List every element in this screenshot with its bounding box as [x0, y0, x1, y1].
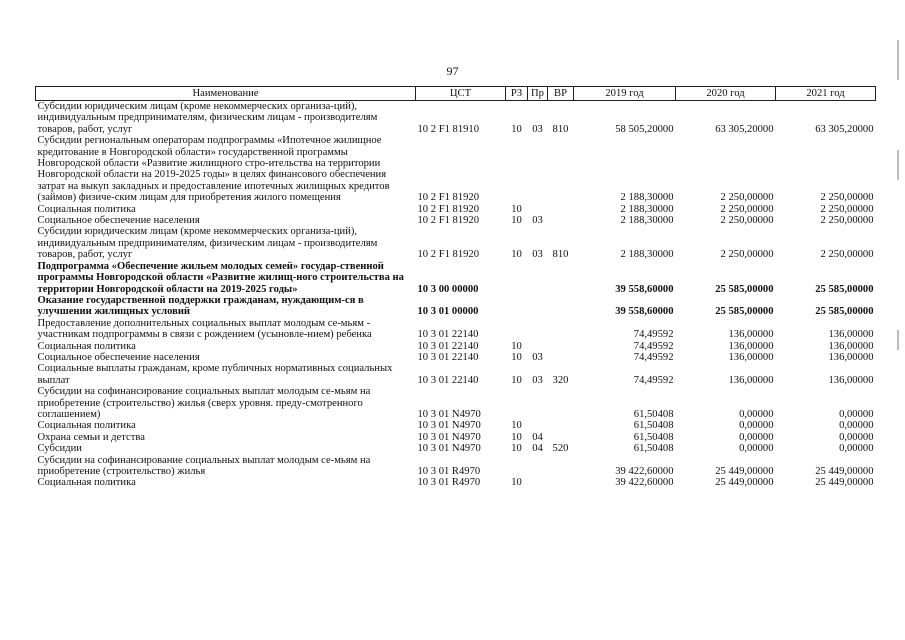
cell-y2021: 25 585,00000 [815, 283, 874, 295]
cell-rz [506, 261, 528, 295]
cell-vr [548, 432, 574, 443]
cell-rz: 10 [511, 340, 522, 352]
cell-pr: 03 [532, 351, 543, 363]
cell-name: Социальная политика [37, 340, 136, 352]
cell-y2020: 136,00000 [728, 374, 774, 386]
header-cst: ЦСТ [416, 87, 506, 101]
cell-rz: 10 [511, 123, 522, 135]
cell-rz: 10 [511, 374, 522, 386]
table-body [36, 101, 876, 489]
cell-y2019: 74,49592 [633, 374, 674, 386]
header-rz: РЗ [506, 87, 528, 101]
cell-rz: 10 [511, 443, 522, 455]
cell-y2019: 61,50408 [633, 420, 674, 432]
table-row [36, 341, 876, 352]
table-row [36, 226, 876, 260]
cell-cst: 10 2 F1 81920 [417, 249, 480, 261]
cell-y2021: 2 250,00000 [820, 192, 874, 204]
cell-pr [528, 204, 548, 215]
cell-y2019: 39 422,60000 [615, 477, 674, 489]
cell-vr [548, 420, 574, 431]
table-row [36, 432, 876, 443]
cell-name: Субсидии [37, 443, 82, 455]
cell-cst: 10 3 00 00000 [417, 283, 479, 295]
cell-vr: 320 [552, 374, 569, 386]
cell-rz: 10 [511, 215, 522, 227]
cell-y2019: 2 188,30000 [620, 192, 674, 204]
table-header-row [36, 87, 876, 101]
cell-cst: 10 3 01 R4970 [417, 477, 481, 489]
cell-cst: 10 2 F1 81920 [417, 215, 480, 227]
cell-name: Социальная политика [37, 420, 136, 432]
cell-name: Предоставление дополнительных социальных выплат молодым се-мьям - участникам подпрограммы в связи с рождением (усыновле-нием) ребенка [37, 317, 372, 341]
cell-y2021: 0,00000 [839, 408, 874, 420]
cell-pr [528, 261, 548, 295]
cell-pr [528, 420, 548, 431]
cell-name: Подпрограмма «Обеспечение жильем молодых семей» государ-ственной программы Новгородской области «Развитие жилищ-ного строительства на территории Новгородской области на 2019-2025 годы» [37, 260, 404, 295]
cell-cst: 10 3 01 N4970 [417, 420, 481, 432]
cell-name: Социальные выплаты гражданам, кроме публичных нормативных социальных выплат [37, 363, 393, 386]
table-row [36, 204, 876, 215]
cell-name: Субсидии на софинансирование социальных выплат молодым се-мьям на приобретение (строительство) жилья [37, 454, 371, 477]
cell-y2019: 74,49592 [633, 351, 674, 363]
cell-pr [528, 318, 548, 341]
cell-pr [528, 341, 548, 352]
cell-pr [528, 295, 548, 318]
scan-edge-mark [897, 330, 899, 350]
cell-pr: 04 [532, 431, 543, 443]
cell-cst: 10 3 01 N4970 [417, 408, 481, 420]
table-row [36, 363, 876, 386]
cell-rz: 10 [511, 203, 522, 215]
cell-y2020: 136,00000 [728, 340, 774, 352]
cell-y2020: 136,00000 [728, 329, 774, 341]
scan-edge-mark [897, 40, 899, 80]
cell-cst: 10 2 F1 81910 [417, 123, 480, 135]
scan-edge-mark [897, 150, 899, 180]
table-row [36, 135, 876, 203]
cell-y2020: 136,00000 [728, 351, 774, 363]
cell-rz: 10 [511, 431, 522, 443]
cell-y2021: 2 250,00000 [820, 249, 874, 261]
cell-y2020: 0,00000 [739, 420, 774, 432]
cell-vr [548, 204, 574, 215]
cell-cst: 10 3 01 N4970 [417, 443, 481, 455]
table-row [36, 352, 876, 363]
cell-y2020: 63 305,20000 [715, 123, 774, 135]
cell-rz: 10 [511, 420, 522, 432]
cell-cst: 10 3 01 22140 [417, 340, 479, 352]
cell-rz [506, 386, 528, 420]
cell-rz [506, 135, 528, 203]
cell-name: Социальное обеспечение населения [37, 215, 200, 227]
cell-cst: 10 3 01 22140 [417, 374, 479, 386]
header-name: Наименование [36, 87, 416, 101]
cell-y2020: 25 449,00000 [715, 466, 774, 477]
cell-pr: 03 [532, 215, 543, 227]
cell-cst: 10 3 01 R4970 [417, 466, 481, 477]
cell-y2019: 2 188,30000 [620, 249, 674, 261]
cell-name: Субсидии региональным операторам подпрограммы «Ипотечное жилищное кредитование в Новгородской области» государственной программы Новгородской области «Развитие жилищного стро-ительства на территории Новгородской области на 2019-2025 годы» в целях финансового обеспечения затрат на выкуп закладных и предоставление ипотечных жилищных кредитов (займов) физиче-ским лицам для приобретения жилого помещения [37, 135, 390, 204]
cell-y2021: 25 449,00000 [815, 477, 874, 489]
table-row [36, 455, 876, 478]
cell-y2019: 61,50408 [633, 408, 674, 420]
cell-pr: 04 [532, 443, 543, 455]
cell-pr: 03 [532, 123, 543, 135]
cell-name: Субсидии юридическим лицам (кроме некоммерческих организа-ций), индивидуальным предпринимателям, физическим лицам - производителям товаров, работ, услуг [37, 101, 378, 135]
cell-cst: 10 3 01 22140 [417, 351, 479, 363]
cell-pr [528, 386, 548, 420]
cell-vr [548, 135, 574, 203]
cell-y2021: 25 449,00000 [815, 466, 874, 477]
cell-y2020: 2 250,00000 [720, 203, 774, 215]
cell-vr [548, 215, 574, 226]
cell-y2019: 2 188,30000 [620, 215, 674, 227]
cell-vr [548, 352, 574, 363]
table-row [36, 386, 876, 420]
budget-table [35, 86, 876, 489]
cell-cst: 10 2 F1 81920 [417, 203, 480, 215]
cell-y2019: 2 188,30000 [620, 203, 674, 215]
cell-pr: 03 [532, 374, 543, 386]
cell-y2021: 136,00000 [828, 374, 874, 386]
cell-vr [548, 318, 574, 341]
cell-name: Субсидии на софинансирование социальных выплат молодым се-мьям на приобретение (строительство) жилья (сверх уровня. преду-смотренного соглашением) [37, 386, 371, 420]
cell-y2019: 39 422,60000 [615, 466, 674, 477]
cell-rz [506, 295, 528, 318]
table-row [36, 443, 876, 454]
cell-y2019: 74,49592 [633, 329, 674, 341]
cell-pr [528, 477, 548, 488]
table-row [36, 261, 876, 295]
cell-vr [548, 341, 574, 352]
cell-y2021: 0,00000 [839, 420, 874, 432]
cell-y2021: 2 250,00000 [820, 203, 874, 215]
cell-y2020: 25 585,00000 [715, 283, 774, 295]
table-row [36, 318, 876, 341]
table-row [36, 420, 876, 431]
cell-vr [548, 295, 574, 318]
header-2021: 2021 год [776, 87, 876, 101]
cell-rz [506, 318, 528, 341]
cell-y2020: 0,00000 [739, 443, 774, 455]
cell-name: Охрана семьи и детства [37, 431, 145, 443]
header-2020: 2020 год [676, 87, 776, 101]
cell-y2021: 136,00000 [828, 351, 874, 363]
cell-rz [506, 455, 528, 478]
cell-y2021: 25 585,00000 [815, 306, 874, 318]
cell-rz: 10 [511, 351, 522, 363]
cell-pr [528, 135, 548, 203]
cell-vr: 520 [552, 443, 569, 455]
table-row [36, 215, 876, 226]
cell-name: Социальная политика [37, 477, 136, 489]
cell-cst: 10 3 01 N4970 [417, 431, 481, 443]
cell-y2020: 2 250,00000 [720, 192, 774, 204]
cell-y2020: 0,00000 [739, 408, 774, 420]
cell-y2021: 0,00000 [839, 431, 874, 443]
cell-y2021: 136,00000 [828, 340, 874, 352]
cell-cst: 10 2 F1 81920 [417, 192, 480, 204]
cell-y2019: 61,50408 [633, 431, 674, 443]
header-vr: ВР [548, 87, 574, 101]
cell-rz: 10 [511, 477, 522, 489]
cell-y2019: 39 558,60000 [615, 306, 674, 318]
cell-pr: 03 [532, 249, 543, 261]
cell-name: Социальное обеспечение населения [37, 351, 200, 363]
cell-y2020: 2 250,00000 [720, 249, 774, 261]
table-row [36, 101, 876, 136]
cell-y2021: 2 250,00000 [820, 215, 874, 227]
cell-y2020: 2 250,00000 [720, 215, 774, 227]
page-number: 97 [446, 64, 459, 78]
cell-vr: 810 [552, 249, 569, 261]
cell-vr [548, 477, 574, 488]
header-pr: Пр [528, 87, 548, 101]
cell-vr [548, 455, 574, 478]
cell-y2019: 74,49592 [633, 340, 674, 352]
cell-cst: 10 3 01 22140 [417, 329, 479, 341]
cell-vr: 810 [552, 123, 569, 135]
cell-y2019: 61,50408 [633, 443, 674, 455]
cell-rz: 10 [511, 249, 522, 261]
cell-y2019: 58 505,20000 [615, 123, 674, 135]
cell-vr [548, 261, 574, 295]
cell-y2021: 0,00000 [839, 443, 874, 455]
cell-y2019: 39 558,60000 [615, 283, 674, 295]
cell-y2021: 63 305,20000 [815, 123, 874, 135]
table-row [36, 477, 876, 488]
table-row [36, 295, 876, 318]
cell-y2020: 25 449,00000 [715, 477, 774, 489]
cell-vr [548, 386, 574, 420]
cell-name: Социальная политика [37, 203, 136, 215]
header-2019: 2019 год [574, 87, 676, 101]
cell-cst: 10 3 01 00000 [417, 306, 479, 318]
cell-y2020: 0,00000 [739, 431, 774, 443]
cell-name: Оказание государственной поддержки гражданам, нуждающим-ся в улучшении жилищных условий [37, 294, 364, 318]
cell-y2020: 25 585,00000 [715, 306, 774, 318]
cell-y2021: 136,00000 [828, 329, 874, 341]
cell-pr [528, 455, 548, 478]
cell-name: Субсидии юридическим лицам (кроме некоммерческих организа-ций), индивидуальным предпринимателям, физическим лицам - производителям товаров, работ, услуг [37, 226, 378, 261]
